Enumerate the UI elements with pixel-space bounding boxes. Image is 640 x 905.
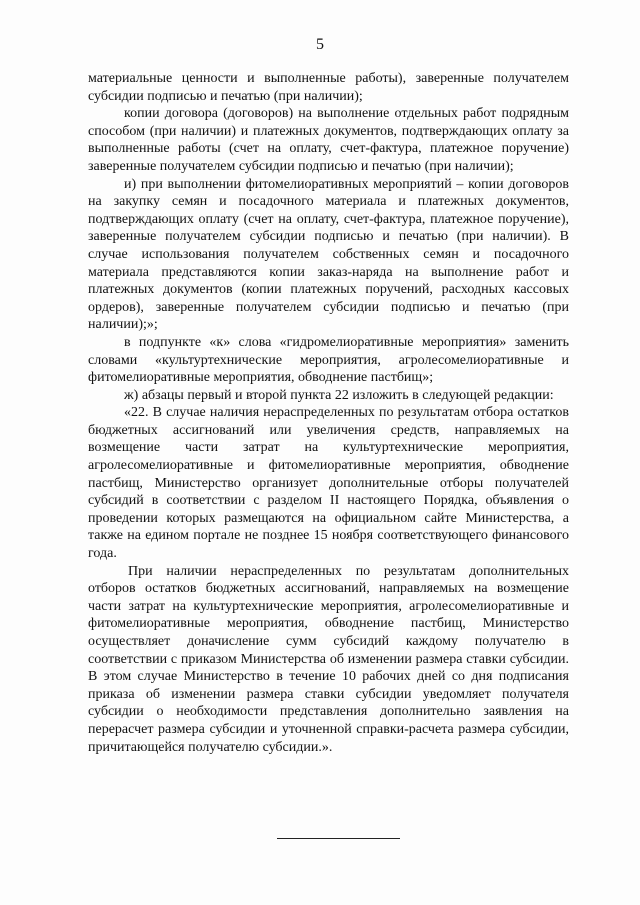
page-number: 5 (316, 36, 324, 53)
paragraph-contract-copies: копии договора (договоров) на выполнение отдельных работ подрядным способом (при наличии) и платежных документов, подтверждающих оплату за выполненные работы (счет на оплату, счет-фактура, платежное поручение) заверенные получателем субсидии подписью и печатью (при наличии); (88, 106, 569, 174)
paragraph-subitem-k-replacement: в подпункте «к» слова «гидромелиоративные мероприятия» заменить словами «культуртехнические мероприятия, агролесомелиоративные и фитомелиоративные мероприятия, обводнение пастбищ»; (88, 334, 569, 386)
document-body (88, 70, 569, 756)
footer-divider (277, 838, 400, 839)
paragraph-materials-continuation: материальные ценности и выполненные работы), заверенные получателем субсидии подписью и печатью (при наличии); (88, 71, 569, 104)
paragraph-item-i-phytomelioration: и) при выполнении фитомелиоративных мероприятий – копии договоров на закупку семян и посадочного материала и платежных документов, подтверждающих оплату (счет на оплату, счет-фактура, платежное поручение), заверенные получателем субсидии подписью и печатью (при наличии). В случае использования получателем собственных семян и посадочного материала представляются копии заказ-наряда на выполнение работ и платежных документов (копии платежных поручений, расходных кассовых ордеров), заверенные получателем субсидии подписью и печатью (при наличии);»; (88, 176, 569, 333)
paragraph-item-zh-amendment: ж) абзацы первый и второй пункта 22 изложить в следующей редакции: (124, 387, 554, 403)
paragraph-clause-22: «22. В случае наличия нераспределенных по результатам отбора остатков бюджетных ассигнований или увеличения средств, направляемых на возмещение части затрат на культуртехнические мероприятия, агролесомелиоративные и фитомелиоративные мероприятия, обводнение пастбищ, Министерство организует дополнительные отборы получателей субсидий в соответствии с разделом II настоящего Порядка, объявления о проведении которых размещаются на официальном сайте Министерства, а также на едином портале не позднее 15 ноября соответствующего финансового года. (88, 405, 569, 562)
paragraph-additional-selection: При наличии нераспределенных по результатам дополнительных отборов остатков бюджетных ассигнований, направляемых на возмещение части затрат на культуртехнические мероприятия, агролесомелиоративные и фитомелиоративные мероприятия, обводнение пастбищ, Министерство осуществляет доначисление сумм субсидий каждому получателю в соответствии с приказом Министерства об изменении размера ставки субсидии. В этом случае Министерство в течение 10 рабочих дней со дня подписания приказа об изменении размера ставки субсидии уведомляет получателя субсидии о необходимости представления дополнительно заявления на перерасчет размера субсидии и уточненной справки-расчета размера субсидии, причитающейся получателю субсидии.». (88, 563, 569, 755)
